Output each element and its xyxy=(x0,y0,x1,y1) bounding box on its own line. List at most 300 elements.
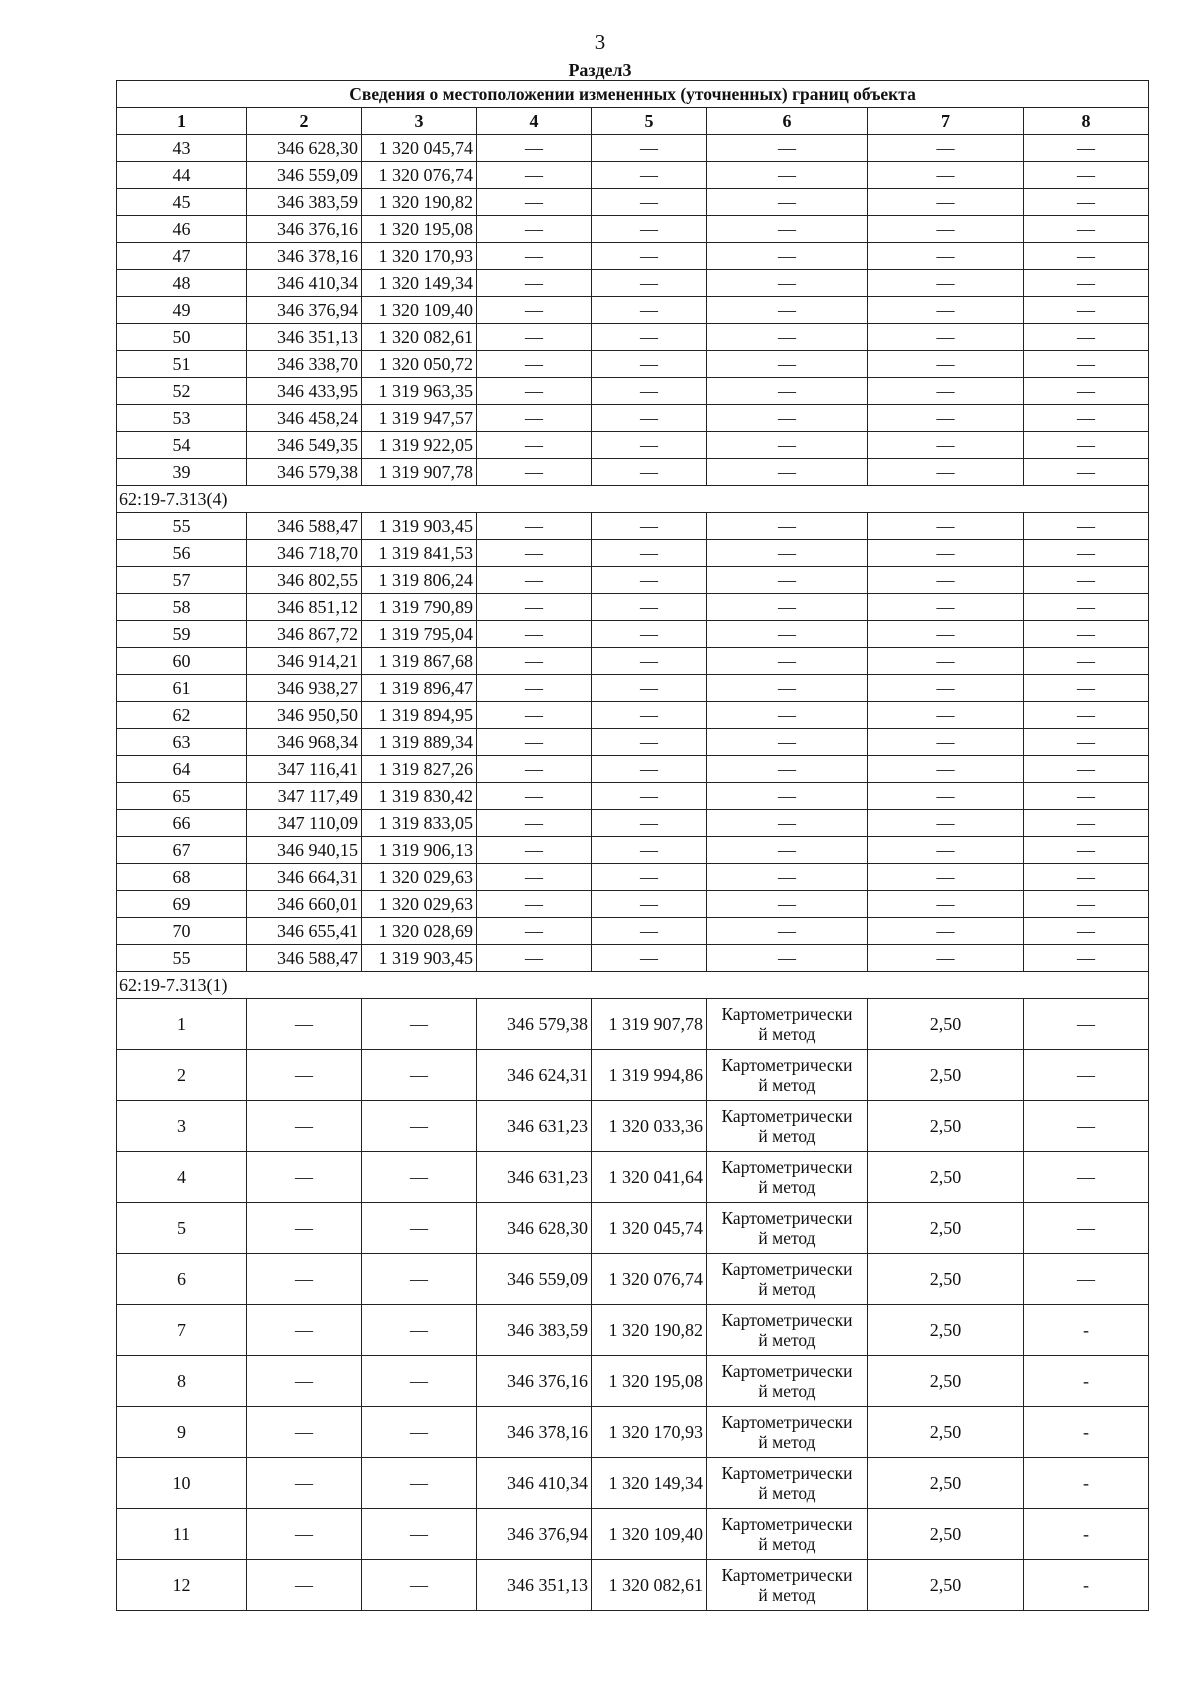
table-cell: 2,50 xyxy=(868,1101,1024,1152)
group-label: 62:19-7.313(1) xyxy=(117,972,1149,999)
table-cell: — xyxy=(477,837,592,864)
table-cell: 346 914,21 xyxy=(247,648,362,675)
table-cell: — xyxy=(592,135,707,162)
table-cell: — xyxy=(1024,351,1149,378)
table-cell: — xyxy=(707,945,868,972)
table-cell: — xyxy=(707,729,868,756)
table-cell: 45 xyxy=(117,189,247,216)
table-cell: — xyxy=(707,675,868,702)
table-cell: 57 xyxy=(117,567,247,594)
table-row xyxy=(117,1050,1149,1101)
table-cell: 346 351,13 xyxy=(247,324,362,351)
table-cell: — xyxy=(707,189,868,216)
method-line-1: Картометрически xyxy=(721,1157,853,1177)
table-cell: — xyxy=(868,351,1024,378)
table-row xyxy=(117,1458,1149,1509)
table-cell: 1 319 830,42 xyxy=(362,783,477,810)
table-cell: 70 xyxy=(117,918,247,945)
table-cell: 3 xyxy=(117,1101,247,1152)
table-cell: - xyxy=(1024,1560,1149,1611)
table-cell: 346 458,24 xyxy=(247,405,362,432)
table-cell: 346 628,30 xyxy=(477,1203,592,1254)
table-cell: 346 624,31 xyxy=(477,1050,592,1101)
table-cell: 1 319 806,24 xyxy=(362,567,477,594)
table-cell: — xyxy=(477,945,592,972)
table-cell: — xyxy=(868,675,1024,702)
table-cell: 61 xyxy=(117,675,247,702)
table-cell: 1 xyxy=(117,999,247,1050)
table-cell: 2,50 xyxy=(868,1050,1024,1101)
table-cell: 2,50 xyxy=(868,1407,1024,1458)
table-cell: — xyxy=(477,189,592,216)
method-cell xyxy=(707,1356,868,1407)
table-cell: 346 559,09 xyxy=(477,1254,592,1305)
table-cell: — xyxy=(868,783,1024,810)
table-row xyxy=(117,351,1149,378)
table-cell: 346 950,50 xyxy=(247,702,362,729)
method-line-2: й метод xyxy=(758,1432,816,1452)
method-line-1: Картометрически xyxy=(721,1412,853,1432)
column-header: 4 xyxy=(477,108,592,135)
table-cell: — xyxy=(707,216,868,243)
table-cell: 62 xyxy=(117,702,247,729)
table-cell: — xyxy=(592,432,707,459)
table-cell: — xyxy=(592,945,707,972)
table-cell: 60 xyxy=(117,648,247,675)
table-row xyxy=(117,189,1149,216)
table-cell: — xyxy=(247,1458,362,1509)
table-cell: 2,50 xyxy=(868,999,1024,1050)
table-cell: — xyxy=(1024,1152,1149,1203)
table-cell: 346 376,94 xyxy=(247,297,362,324)
table-cell: — xyxy=(592,837,707,864)
table-cell: 1 320 190,82 xyxy=(592,1305,707,1356)
table-cell: 4 xyxy=(117,1152,247,1203)
table-cell: — xyxy=(362,1458,477,1509)
column-header: 2 xyxy=(247,108,362,135)
table-cell: — xyxy=(362,999,477,1050)
table-cell: — xyxy=(868,216,1024,243)
table-cell: 1 320 029,63 xyxy=(362,864,477,891)
table-cell: — xyxy=(247,999,362,1050)
table-cell: 1 319 994,86 xyxy=(592,1050,707,1101)
table-cell: — xyxy=(1024,675,1149,702)
table-cell: — xyxy=(1024,324,1149,351)
table-cell: — xyxy=(362,1050,477,1101)
table-cell: 52 xyxy=(117,378,247,405)
table-cell: — xyxy=(592,891,707,918)
method-line-1: Картометрически xyxy=(721,1004,853,1024)
table-cell: — xyxy=(247,1356,362,1407)
table-cell: — xyxy=(707,324,868,351)
table-cell: 1 319 907,78 xyxy=(592,999,707,1050)
table-cell: 346 559,09 xyxy=(247,162,362,189)
table-cell: — xyxy=(1024,513,1149,540)
table-cell: — xyxy=(247,1050,362,1101)
table-cell: — xyxy=(868,837,1024,864)
table-cell: 2 xyxy=(117,1050,247,1101)
table-cell: — xyxy=(592,621,707,648)
table-cell: — xyxy=(1024,1050,1149,1101)
table-cell: — xyxy=(477,918,592,945)
table-cell: 346 351,13 xyxy=(477,1560,592,1611)
table-cell: — xyxy=(477,648,592,675)
table-cell: 55 xyxy=(117,945,247,972)
table-cell: — xyxy=(592,189,707,216)
table-cell: 64 xyxy=(117,756,247,783)
table-cell: — xyxy=(868,405,1024,432)
table-cell: 1 319 894,95 xyxy=(362,702,477,729)
table-cell: 1 320 195,08 xyxy=(592,1356,707,1407)
table-cell: — xyxy=(868,702,1024,729)
table-cell: — xyxy=(362,1254,477,1305)
table-cell: — xyxy=(868,135,1024,162)
column-header: 3 xyxy=(362,108,477,135)
table-cell: — xyxy=(707,648,868,675)
table-cell: — xyxy=(592,702,707,729)
table-cell: 1 320 170,93 xyxy=(362,243,477,270)
table-cell: 346 338,70 xyxy=(247,351,362,378)
table-cell: — xyxy=(1024,702,1149,729)
table-row xyxy=(117,459,1149,486)
table-cell: 65 xyxy=(117,783,247,810)
table-cell: 2,50 xyxy=(868,1305,1024,1356)
table-cell: — xyxy=(1024,648,1149,675)
table-cell: — xyxy=(362,1305,477,1356)
table-cell: — xyxy=(707,810,868,837)
table-cell: 346 631,23 xyxy=(477,1152,592,1203)
table-cell: — xyxy=(592,675,707,702)
method-line-1: Картометрически xyxy=(721,1361,853,1381)
table-cell: — xyxy=(477,162,592,189)
table-cell: — xyxy=(707,351,868,378)
table-cell: — xyxy=(868,864,1024,891)
table-cell: 1 320 045,74 xyxy=(362,135,477,162)
table-cell: — xyxy=(707,513,868,540)
table-cell: - xyxy=(1024,1356,1149,1407)
method-cell xyxy=(707,1203,868,1254)
table-cell: 47 xyxy=(117,243,247,270)
method-cell xyxy=(707,1560,868,1611)
table-cell: 1 320 109,40 xyxy=(592,1509,707,1560)
table-cell: — xyxy=(1024,216,1149,243)
table-row xyxy=(117,945,1149,972)
table-cell: 346 410,34 xyxy=(247,270,362,297)
method-line-2: й метод xyxy=(758,1024,816,1044)
method-line-1: Картометрически xyxy=(721,1208,853,1228)
table-cell: — xyxy=(477,756,592,783)
page-number: 3 xyxy=(594,30,606,54)
table-row xyxy=(117,513,1149,540)
table-row xyxy=(117,783,1149,810)
table-cell: 46 xyxy=(117,216,247,243)
table-row xyxy=(117,297,1149,324)
table-row xyxy=(117,1101,1149,1152)
table-cell: 2,50 xyxy=(868,1458,1024,1509)
table-cell: 1 320 029,63 xyxy=(362,891,477,918)
table-cell: — xyxy=(362,1560,477,1611)
table-cell: — xyxy=(868,189,1024,216)
table-cell: 1 319 790,89 xyxy=(362,594,477,621)
method-cell xyxy=(707,1254,868,1305)
table-cell: — xyxy=(592,351,707,378)
table-cell: 346 851,12 xyxy=(247,594,362,621)
table-cell: — xyxy=(1024,243,1149,270)
table-cell: — xyxy=(477,810,592,837)
table-cell: — xyxy=(592,729,707,756)
table-cell: — xyxy=(477,513,592,540)
table-cell: 2,50 xyxy=(868,1152,1024,1203)
table-cell: 1 319 841,53 xyxy=(362,540,477,567)
method-line-1: Картометрически xyxy=(721,1514,853,1534)
method-line-1: Картометрически xyxy=(721,1259,853,1279)
table-cell: — xyxy=(1024,918,1149,945)
table-row xyxy=(117,999,1149,1050)
table-cell: — xyxy=(1024,594,1149,621)
table-cell: 346 376,94 xyxy=(477,1509,592,1560)
table-row xyxy=(117,270,1149,297)
table-cell: — xyxy=(247,1254,362,1305)
table-cell: — xyxy=(707,918,868,945)
table-cell: — xyxy=(592,810,707,837)
table-cell: 63 xyxy=(117,729,247,756)
method-cell xyxy=(707,1050,868,1101)
table-cell: - xyxy=(1024,1305,1149,1356)
table-cell: 1 319 795,04 xyxy=(362,621,477,648)
table-row xyxy=(117,162,1149,189)
column-header: 1 xyxy=(117,108,247,135)
table-cell: — xyxy=(707,432,868,459)
table-cell: — xyxy=(477,243,592,270)
table-cell: 346 718,70 xyxy=(247,540,362,567)
table-cell: 1 320 082,61 xyxy=(592,1560,707,1611)
table-row xyxy=(117,1152,1149,1203)
table-cell: 67 xyxy=(117,837,247,864)
table-cell: — xyxy=(477,675,592,702)
table-cell: — xyxy=(868,918,1024,945)
table-row xyxy=(117,702,1149,729)
table-cell: — xyxy=(247,1407,362,1458)
table-cell: 50 xyxy=(117,324,247,351)
table-cell: — xyxy=(477,459,592,486)
table-cell: — xyxy=(868,891,1024,918)
table-cell: 44 xyxy=(117,162,247,189)
table-cell: 346 378,16 xyxy=(477,1407,592,1458)
table-cell: — xyxy=(1024,999,1149,1050)
table-cell: 346 383,59 xyxy=(477,1305,592,1356)
table-cell: — xyxy=(707,270,868,297)
table-cell: — xyxy=(477,378,592,405)
table-cell: — xyxy=(1024,540,1149,567)
method-line-2: й метод xyxy=(758,1279,816,1299)
table-cell: — xyxy=(868,540,1024,567)
group-row xyxy=(117,972,1149,999)
column-header: 8 xyxy=(1024,108,1149,135)
table-cell: — xyxy=(707,783,868,810)
table-title-row xyxy=(117,81,1149,108)
table-cell: 346 383,59 xyxy=(247,189,362,216)
table-cell: 1 320 190,82 xyxy=(362,189,477,216)
table-row xyxy=(117,540,1149,567)
table-row xyxy=(117,1560,1149,1611)
table-cell: — xyxy=(592,162,707,189)
table-cell: — xyxy=(868,648,1024,675)
table-cell: 1 320 149,34 xyxy=(592,1458,707,1509)
table-cell: 1 320 050,72 xyxy=(362,351,477,378)
table-cell: 347 117,49 xyxy=(247,783,362,810)
table-cell: — xyxy=(362,1356,477,1407)
table-cell: — xyxy=(592,216,707,243)
table-cell: — xyxy=(707,297,868,324)
table-cell: — xyxy=(707,837,868,864)
column-header: 5 xyxy=(592,108,707,135)
table-row xyxy=(117,864,1149,891)
table-cell: 346 378,16 xyxy=(247,243,362,270)
table-cell: — xyxy=(868,567,1024,594)
table-cell: — xyxy=(247,1305,362,1356)
table-cell: — xyxy=(592,324,707,351)
table-cell: 1 319 827,26 xyxy=(362,756,477,783)
method-line-2: й метод xyxy=(758,1330,816,1350)
table-cell: 69 xyxy=(117,891,247,918)
table-cell: — xyxy=(477,702,592,729)
table-cell: — xyxy=(1024,1101,1149,1152)
table-cell: — xyxy=(477,405,592,432)
table-cell: 66 xyxy=(117,810,247,837)
method-line-2: й метод xyxy=(758,1534,816,1554)
table-title: Сведения о местоположении измененных (уточненных) границ объекта xyxy=(117,81,1149,108)
table-cell: 11 xyxy=(117,1509,247,1560)
table-cell: — xyxy=(707,702,868,729)
table-cell: 346 376,16 xyxy=(247,216,362,243)
table-row xyxy=(117,216,1149,243)
table-cell: 1 319 963,35 xyxy=(362,378,477,405)
table-cell: 68 xyxy=(117,864,247,891)
table-row xyxy=(117,243,1149,270)
table-cell: — xyxy=(592,783,707,810)
table-row xyxy=(117,918,1149,945)
table-cell: 346 968,34 xyxy=(247,729,362,756)
table-cell: 2,50 xyxy=(868,1254,1024,1305)
table-cell: 58 xyxy=(117,594,247,621)
table-cell: — xyxy=(477,891,592,918)
table-cell: — xyxy=(868,513,1024,540)
table-cell: 8 xyxy=(117,1356,247,1407)
table-cell: 2,50 xyxy=(868,1509,1024,1560)
method-line-2: й метод xyxy=(758,1585,816,1605)
table-row xyxy=(117,432,1149,459)
table-cell: 10 xyxy=(117,1458,247,1509)
table-cell: 346 938,27 xyxy=(247,675,362,702)
table-cell: 346 579,38 xyxy=(247,459,362,486)
table-cell: — xyxy=(1024,567,1149,594)
method-cell xyxy=(707,1458,868,1509)
table-cell: — xyxy=(1024,756,1149,783)
table-cell: — xyxy=(1024,162,1149,189)
table-cell: — xyxy=(1024,1254,1149,1305)
table-row xyxy=(117,891,1149,918)
table-cell: — xyxy=(707,594,868,621)
table-row xyxy=(117,1356,1149,1407)
table-cell: 1 320 149,34 xyxy=(362,270,477,297)
table-cell: — xyxy=(1024,945,1149,972)
table-cell: 5 xyxy=(117,1203,247,1254)
table-cell: 346 940,15 xyxy=(247,837,362,864)
table-cell: 1 319 867,68 xyxy=(362,648,477,675)
table-cell: 346 549,35 xyxy=(247,432,362,459)
table-cell: 347 110,09 xyxy=(247,810,362,837)
method-line-1: Картометрически xyxy=(721,1106,853,1126)
table-cell: — xyxy=(707,756,868,783)
table-cell: — xyxy=(477,621,592,648)
column-header: 6 xyxy=(707,108,868,135)
table-cell: — xyxy=(707,459,868,486)
table-cell: 1 319 922,05 xyxy=(362,432,477,459)
table-cell: 1 320 076,74 xyxy=(592,1254,707,1305)
table-cell: 1 319 903,45 xyxy=(362,945,477,972)
table-cell: 2,50 xyxy=(868,1356,1024,1407)
table-cell: — xyxy=(592,864,707,891)
table-cell: 346 628,30 xyxy=(247,135,362,162)
method-cell xyxy=(707,1101,868,1152)
table-cell: 1 320 045,74 xyxy=(592,1203,707,1254)
table-row xyxy=(117,324,1149,351)
table-row xyxy=(117,1254,1149,1305)
table-cell: 346 660,01 xyxy=(247,891,362,918)
method-line-1: Картометрически xyxy=(721,1055,853,1075)
table-cell: 346 410,34 xyxy=(477,1458,592,1509)
table-cell: — xyxy=(868,945,1024,972)
table-cell: 59 xyxy=(117,621,247,648)
table-cell: — xyxy=(247,1509,362,1560)
table-cell: 53 xyxy=(117,405,247,432)
table-cell: — xyxy=(1024,783,1149,810)
table-cell: — xyxy=(477,729,592,756)
method-cell xyxy=(707,1509,868,1560)
table-cell: 346 631,23 xyxy=(477,1101,592,1152)
table-cell: — xyxy=(247,1101,362,1152)
column-header: 7 xyxy=(868,108,1024,135)
table-cell: — xyxy=(1024,135,1149,162)
table-cell: — xyxy=(592,648,707,675)
table-cell: 54 xyxy=(117,432,247,459)
table-row xyxy=(117,1509,1149,1560)
table-cell: — xyxy=(592,459,707,486)
table-cell: — xyxy=(707,378,868,405)
table-row xyxy=(117,837,1149,864)
table-cell: — xyxy=(592,513,707,540)
table-cell: — xyxy=(868,459,1024,486)
table-cell: — xyxy=(707,621,868,648)
table-cell: — xyxy=(868,270,1024,297)
table-cell: — xyxy=(592,243,707,270)
table-row xyxy=(117,756,1149,783)
table-cell: 1 320 041,64 xyxy=(592,1152,707,1203)
table-cell: — xyxy=(1024,621,1149,648)
table-cell: — xyxy=(1024,1203,1149,1254)
table-row xyxy=(117,810,1149,837)
table-cell: 1 320 109,40 xyxy=(362,297,477,324)
table-cell: 346 579,38 xyxy=(477,999,592,1050)
table-cell: 56 xyxy=(117,540,247,567)
table-cell: — xyxy=(707,891,868,918)
table-row xyxy=(117,378,1149,405)
table-cell: — xyxy=(707,162,868,189)
table-cell: — xyxy=(868,594,1024,621)
table-cell: — xyxy=(1024,405,1149,432)
table-cell: 39 xyxy=(117,459,247,486)
table-cell: — xyxy=(868,621,1024,648)
